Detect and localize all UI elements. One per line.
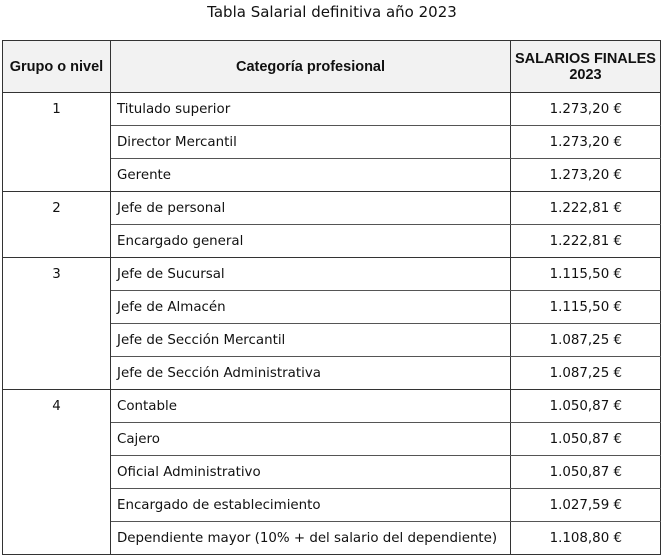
- salary-cell: 1.050,87 €: [511, 456, 661, 489]
- salary-cell: 1.087,25 €: [511, 324, 661, 357]
- group-level: 4: [3, 390, 111, 555]
- table-row: [3, 192, 661, 225]
- salary-cell: 1.115,50 €: [511, 258, 661, 291]
- table-body: [3, 93, 661, 555]
- salary-cell: 1.115,50 €: [511, 291, 661, 324]
- header-salary-line2: 2023: [569, 66, 602, 83]
- table-row: [3, 93, 661, 126]
- salary-cell: 1.222,81 €: [511, 225, 661, 258]
- salary-table: [2, 40, 661, 555]
- category-cell: Cajero: [111, 423, 511, 456]
- salary-cell: 1.087,25 €: [511, 357, 661, 390]
- header-category: Categoría profesional: [111, 41, 511, 93]
- category-cell: Jefe de personal: [111, 192, 511, 225]
- category-cell: Jefe de Sección Mercantil: [111, 324, 511, 357]
- category-cell: Jefe de Sucursal: [111, 258, 511, 291]
- table-row: [3, 258, 661, 291]
- category-cell: Encargado de establecimiento: [111, 489, 511, 522]
- salary-cell: 1.273,20 €: [511, 159, 661, 192]
- header-salary: [511, 41, 661, 93]
- category-cell: Dependiente mayor (10% + del salario del dependiente): [111, 522, 511, 555]
- category-cell: Titulado superior: [111, 93, 511, 126]
- category-cell: Jefe de Almacén: [111, 291, 511, 324]
- salary-cell: 1.222,81 €: [511, 192, 661, 225]
- header-group: Grupo o nivel: [3, 41, 111, 93]
- page-title: Tabla Salarial definitiva año 2023: [207, 3, 457, 21]
- group-level: 1: [3, 93, 111, 192]
- category-cell: Jefe de Sección Administrativa: [111, 357, 511, 390]
- category-cell: Contable: [111, 390, 511, 423]
- salary-cell: 1.273,20 €: [511, 93, 661, 126]
- salary-cell: 1.273,20 €: [511, 126, 661, 159]
- category-cell: Encargado general: [111, 225, 511, 258]
- salary-cell: 1.050,87 €: [511, 390, 661, 423]
- table-row: [3, 390, 661, 423]
- group-level: 3: [3, 258, 111, 390]
- category-cell: Oficial Administrativo: [111, 456, 511, 489]
- category-cell: Director Mercantil: [111, 126, 511, 159]
- category-cell: Gerente: [111, 159, 511, 192]
- group-level: 2: [3, 192, 111, 258]
- salary-cell: 1.027,59 €: [511, 489, 661, 522]
- salary-cell: 1.108,80 €: [511, 522, 661, 555]
- salary-cell: 1.050,87 €: [511, 423, 661, 456]
- header-salary-line1: SALARIOS FINALES: [515, 50, 656, 67]
- table-header-row: [3, 41, 661, 93]
